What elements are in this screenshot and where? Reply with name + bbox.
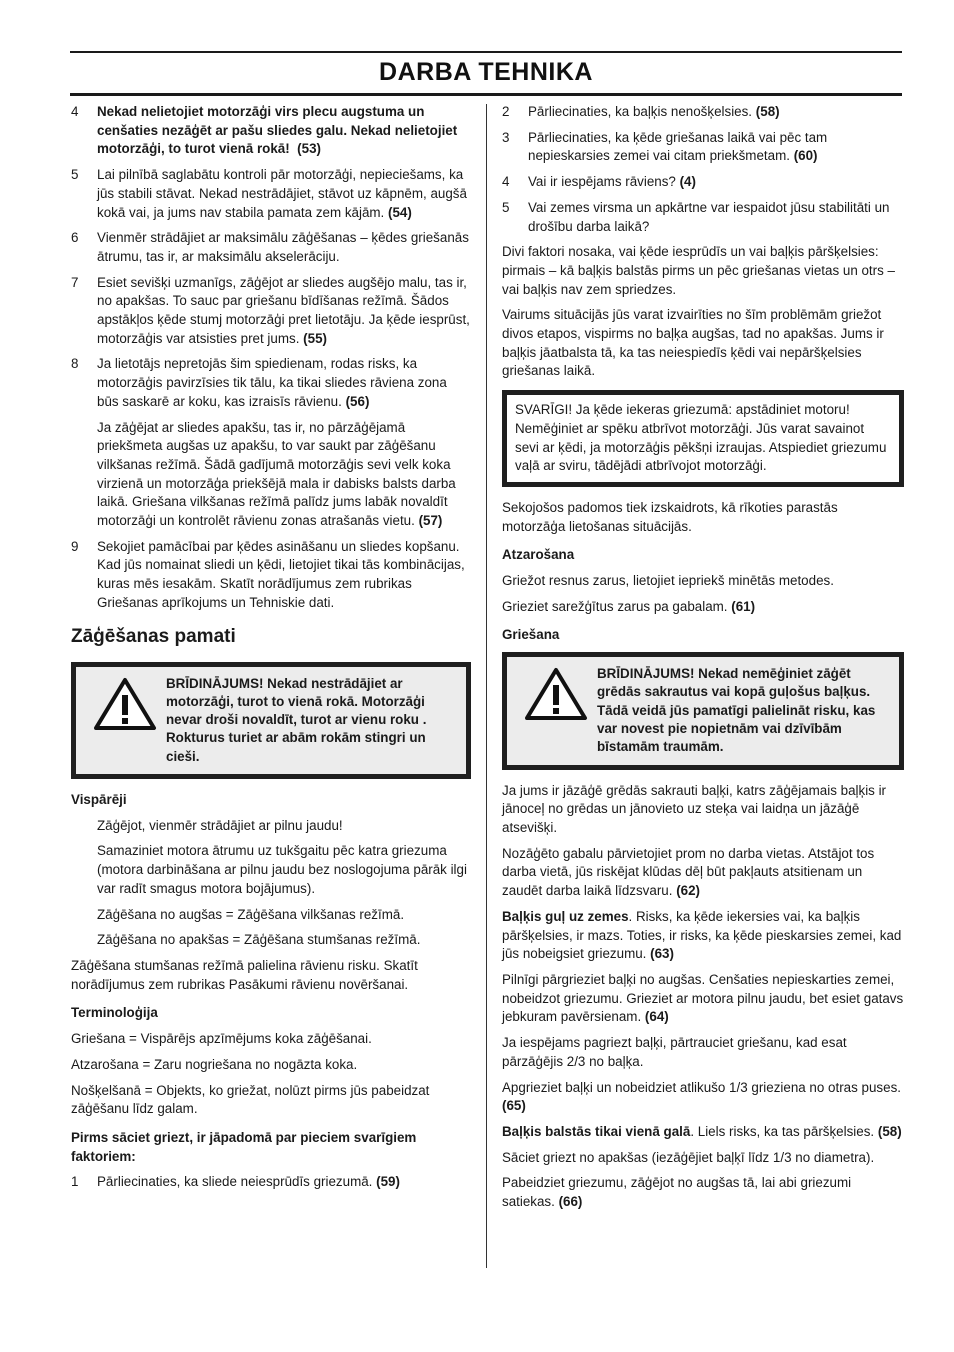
item-text: Lai pilnībā saglabātu kontroli pār motorzāģi, nepieciešams, ka jūs stabili stāvat. Nekad nestrādājiet, stāvot uz kāpnēm, augšā kokā vai, ja jums nav stabila pamata zem kājām. (54) bbox=[97, 167, 467, 220]
figure-ref: (66) bbox=[558, 1194, 583, 1210]
paragraph: Baļķis balstās tikai vienā galā. Liels risks, ka tas pāršķelsies. (58) bbox=[502, 1123, 902, 1139]
paragraph: Ja zāģējat ar sliedes apakšu, tas ir, no pārzāģējamā priekšmeta augšas uz apakšu, to var saukt par zāģēšanu vilkšanas režīmā. Šādā gadījumā motorzāģis sevi velk koka virzienā un motorzāģa priekšējā mala ir dabisks balsts darba laikā. Griešana vilkšanas režīmā palīdz jums labāk novaldīt motorzāģi un kontrolēt rāvienu zonas atrašanās vietu. (57) bbox=[97, 419, 456, 529]
subheading: Pirms sāciet griezt, ir jāpadomā par pieciem svarīgiem faktoriem: bbox=[71, 1129, 417, 1164]
item-text: Pārliecinaties, ka ķēde griešanas laikā vai pēc tam nepieskarsies zemei vai citam priekšmetam. (60) bbox=[528, 129, 828, 164]
item-number: 6 bbox=[71, 230, 79, 246]
subheading: Vispārēji bbox=[71, 792, 127, 808]
item-text: Esiet sevišķi uzmanīgs, zāģējot ar sliedes augšējo malu, tas ir, no apakšas. To sauc par griešanu bīdīšanas režīmā. Šādos apstākļos ķēde stumj motorzāģi pret lietotāju. Ja ķēde iesprūst, motorzāģis var atsisties pret jums. (55) bbox=[97, 274, 470, 346]
page-title: DARBA TEHNIKA bbox=[379, 58, 593, 86]
list-item bbox=[71, 274, 471, 349]
paragraph: Nošķelšanā = Objekts, ko griežat, nolūzt pirms jūs pabeidzat zāģēšanu līdz galam. bbox=[71, 1082, 430, 1117]
item-text: Vienmēr strādājiet ar maksimālu zāģēšanas – ķēdes griešanās ātrumu, tas ir, ar maksimālu akselerāciju. bbox=[97, 230, 469, 264]
paragraph: Zāģēšana no apakšas = Zāģēšana stumšanas režīmā. bbox=[97, 932, 421, 948]
figure-ref: (63) bbox=[650, 946, 674, 962]
warning-icon bbox=[515, 665, 597, 756]
paragraph: Apgrieziet baļķi un nobeidziet atlikušo 1/3 griezienа no otras puses. (65) bbox=[502, 1079, 901, 1114]
item-number: 4 bbox=[71, 104, 79, 119]
item-text: Vai zemes virsma un apkārtne var iespaidot jūsu stabilitāti un drošību darba laikā? bbox=[528, 199, 890, 234]
subheading: Griešana bbox=[502, 627, 560, 643]
warning-text: BRĪDINĀJUMS! Nekad nestrādājiet ar motorzāģi, turot to vienā rokā. Motorzāģi nevar droši novaldīt, turot ar vienu roku . Rokturus turiet ar abām rokām stingri un cieši. bbox=[166, 675, 427, 764]
paragraph: Nozāģēto gabalu pārvietojiet prom no darba vietas. Atstājot tos darba vietā, jūs riskējat klūdas dēļ būt pakļauts atsitienam un zaudēt darba laikā līdzsvaru. (62) bbox=[502, 845, 875, 899]
list-item bbox=[71, 229, 471, 266]
figure-ref: (64) bbox=[644, 1009, 669, 1025]
item-number: 5 bbox=[502, 199, 510, 215]
figure-ref: (65) bbox=[502, 1098, 526, 1114]
list-item bbox=[502, 129, 904, 166]
warning-text: BRĪDINĀJUMS! Nekad nemēģiniet zāģēt grēdās sakrautus vai kopā guļošus baļķus. Tādā veidā jūs pamatīgi palielināt risku, kas var novest pie nopietnām vai dzīvībām bīstamām traumām. bbox=[597, 666, 876, 755]
list-item bbox=[71, 103, 471, 159]
paragraph: Baļķis guļ uz zemes. Risks, ka ķēde iekersies vai, ka baļķis pāršķelsies, ir mazs. Toties, ir risks, ka ķēde pieskarsies zemei, kad jūs nobeigsiet griezumu. (63) bbox=[502, 908, 902, 962]
list-item bbox=[502, 199, 904, 236]
item-number: 3 bbox=[502, 129, 510, 145]
figure-ref: (57) bbox=[418, 513, 443, 529]
figure-ref: (60) bbox=[793, 148, 818, 164]
item-text: Pārliecinaties, ka sliede neiesprūdīs griezumā. (59) bbox=[97, 1174, 400, 1190]
paragraph: Pilnīgi pārgrieziet baļķi no augšas. Cenšaties nepieskarties zemei, nobeidzot griezumu. Grieziet ar motora pilnu jaudu, bet esiet gatavs jebkuram pavērsienam. (64) bbox=[502, 971, 904, 1025]
item-text: Sekojiet pamācībai par ķēdes asināšanu un sliedes kopšanu. Kad jūs nomainat sliedi un ķēdi, lietojiet tikai tās kombinācijas, kuras mēs iesakām. Skatīt norādījumus zem rubrikas Griešanas aprīkojums un Tehniskie dati. bbox=[97, 538, 465, 610]
item-number: 8 bbox=[71, 356, 79, 372]
list-item bbox=[71, 538, 471, 613]
list-item bbox=[71, 1173, 471, 1192]
subheading: Terminoloģija bbox=[71, 1005, 158, 1021]
right-column bbox=[502, 103, 904, 1219]
paragraph: Zāģēšana stumšanas režīmā palielina rāvienu risku. Skatīt norādījumus zem rubrikas Pasākumi rāvienu novēršanai. bbox=[71, 957, 418, 992]
section-title: Zāģēšanas pamati bbox=[71, 625, 236, 647]
paragraph: Pabeidziet griezumu, zāģējot no augšas tā, lai abi griezumi satiekas. (66) bbox=[502, 1175, 852, 1210]
paragraph: Zāģēšana no augšas = Zāģēšana vilkšanas režīmā. bbox=[97, 906, 405, 922]
header-rule-bottom bbox=[70, 93, 902, 96]
figure-ref: (62) bbox=[676, 883, 701, 899]
paragraph: Sāciet griezt no apakšas (iezāģējiet baļķī līdz 1/3 no diametra). bbox=[502, 1149, 875, 1165]
figure-ref: (55) bbox=[303, 330, 327, 346]
paragraph: Divi faktori nosaka, vai ķēde iesprūdīs un vai baļķis pāršķelsies: pirmais – kā baļķis balstās pirms un pēc griešanas vietas un otrs – vai baļķis nav zem spriedzes. bbox=[502, 244, 895, 297]
figure-ref: (61) bbox=[731, 598, 756, 614]
paragraph: Samaziniet motora ātrumu uz tukšgaitu pēc katra griezuma (motora darbināšana ar pilnu jaudu bez noslogojuma pārāk ilgi var radīt smagus motora bojājumus). bbox=[97, 843, 467, 896]
item-text: Pārliecinaties, ka baļķis nenošķelsies. (58) bbox=[528, 104, 780, 119]
important-note-box bbox=[502, 390, 904, 487]
paragraph: Ja iespējams pagriezt baļķi, pārtrauciet griešanu, kad esat pārzāģējis 2/3 no baļķa. bbox=[502, 1035, 847, 1069]
paragraph: Griežot resnus zarus, lietojiet iepriekš minētās metodes. bbox=[502, 573, 834, 589]
list-item bbox=[502, 173, 904, 192]
figure-ref: (56) bbox=[345, 393, 370, 409]
warning-box bbox=[502, 652, 904, 769]
item-number: 1 bbox=[71, 1174, 79, 1190]
paragraph: Atzarošana = Zaru nogriešana no nogāzta koka. bbox=[71, 1056, 358, 1072]
warning-box bbox=[71, 662, 471, 779]
paragraph: Grieziet sarežģītus zarus pa gabalam. (61) bbox=[502, 598, 756, 614]
header-rule-top bbox=[70, 51, 902, 53]
list-item bbox=[502, 103, 904, 122]
item-number: 7 bbox=[71, 274, 79, 290]
paragraph: Sekojošos padomos tiek izskaidrots, kā rīkoties parastās motorzāģa lietošanas situācijās. bbox=[502, 499, 838, 534]
paragraph: Zāģējot, vienmēr strādājiet ar pilnu jaudu! bbox=[97, 817, 343, 833]
item-text: Nekad nelietojiet motorzāģi virs plecu augstuma un cenšaties nezāģēt ar pašu sliedes galu. Nekad nelietojiet motorzāģi, to turot vienā rokā! (53) bbox=[97, 104, 458, 157]
figure-ref: (58) bbox=[755, 104, 780, 119]
figure-ref: (54) bbox=[388, 204, 412, 220]
subheading: Atzarošana bbox=[502, 547, 575, 563]
warning-icon bbox=[84, 675, 166, 766]
figure-ref: (53) bbox=[297, 141, 321, 157]
list-item bbox=[71, 355, 471, 411]
figure-ref: (59) bbox=[376, 1174, 400, 1190]
paragraph: Vairums situācijās jūs varat izvairīties no šīm problēmām griežot divos etapos, vispirms no baļķa augšas, tad no apakšas. Jums ir baļķis jāatbalsta tā, ka tas neiespiedīs ķēdi vai nepāršķelsies griešanas laikā. bbox=[502, 307, 884, 379]
item-number: 5 bbox=[71, 167, 79, 183]
paragraph: Ja jums ir jāzāģē grēdās sakrauti baļķi, katrs zāģējamais baļķis ir jānoceļ no grēdas un jānovieto uz steķa vai laidņa un jāzāģē atsevišķi. bbox=[502, 782, 887, 836]
item-number: 2 bbox=[502, 104, 510, 119]
item-number: 9 bbox=[71, 538, 79, 554]
column-divider bbox=[486, 104, 487, 1268]
paragraph: Griešana = Vispārējs apzīmējums koka zāģēšanai. bbox=[71, 1031, 372, 1047]
list-item bbox=[71, 166, 471, 222]
item-text: Vai ir iespējams rāviens? (4) bbox=[528, 174, 696, 190]
item-number: 4 bbox=[502, 174, 510, 190]
left-column bbox=[71, 103, 471, 1199]
item-text: Ja lietotājs nepretojās šim spiedienam, rodas risks, ka motorzāģis pavirzīsies tik tālu, ka tikai sliedes rāviena zona būs saskarē ar koku, kas izraisīs rāvienu. (56) bbox=[97, 356, 447, 409]
figure-ref: (58) bbox=[877, 1123, 902, 1139]
figure-ref: (4) bbox=[679, 174, 696, 190]
note-text: SVARĪGI! Ja ķēde iekeras griezumā: apstādiniet motoru! Nemēģiniet ar spēku atbrīvot motorzāģi. Jūs varat savainot sevi ar ķēdi, ja motorzāģis pēkšņi izraujas. Atspiediet griezumu vaļā ar sviru, tādējādi atbrīvojot motorzāģi. bbox=[515, 402, 887, 474]
